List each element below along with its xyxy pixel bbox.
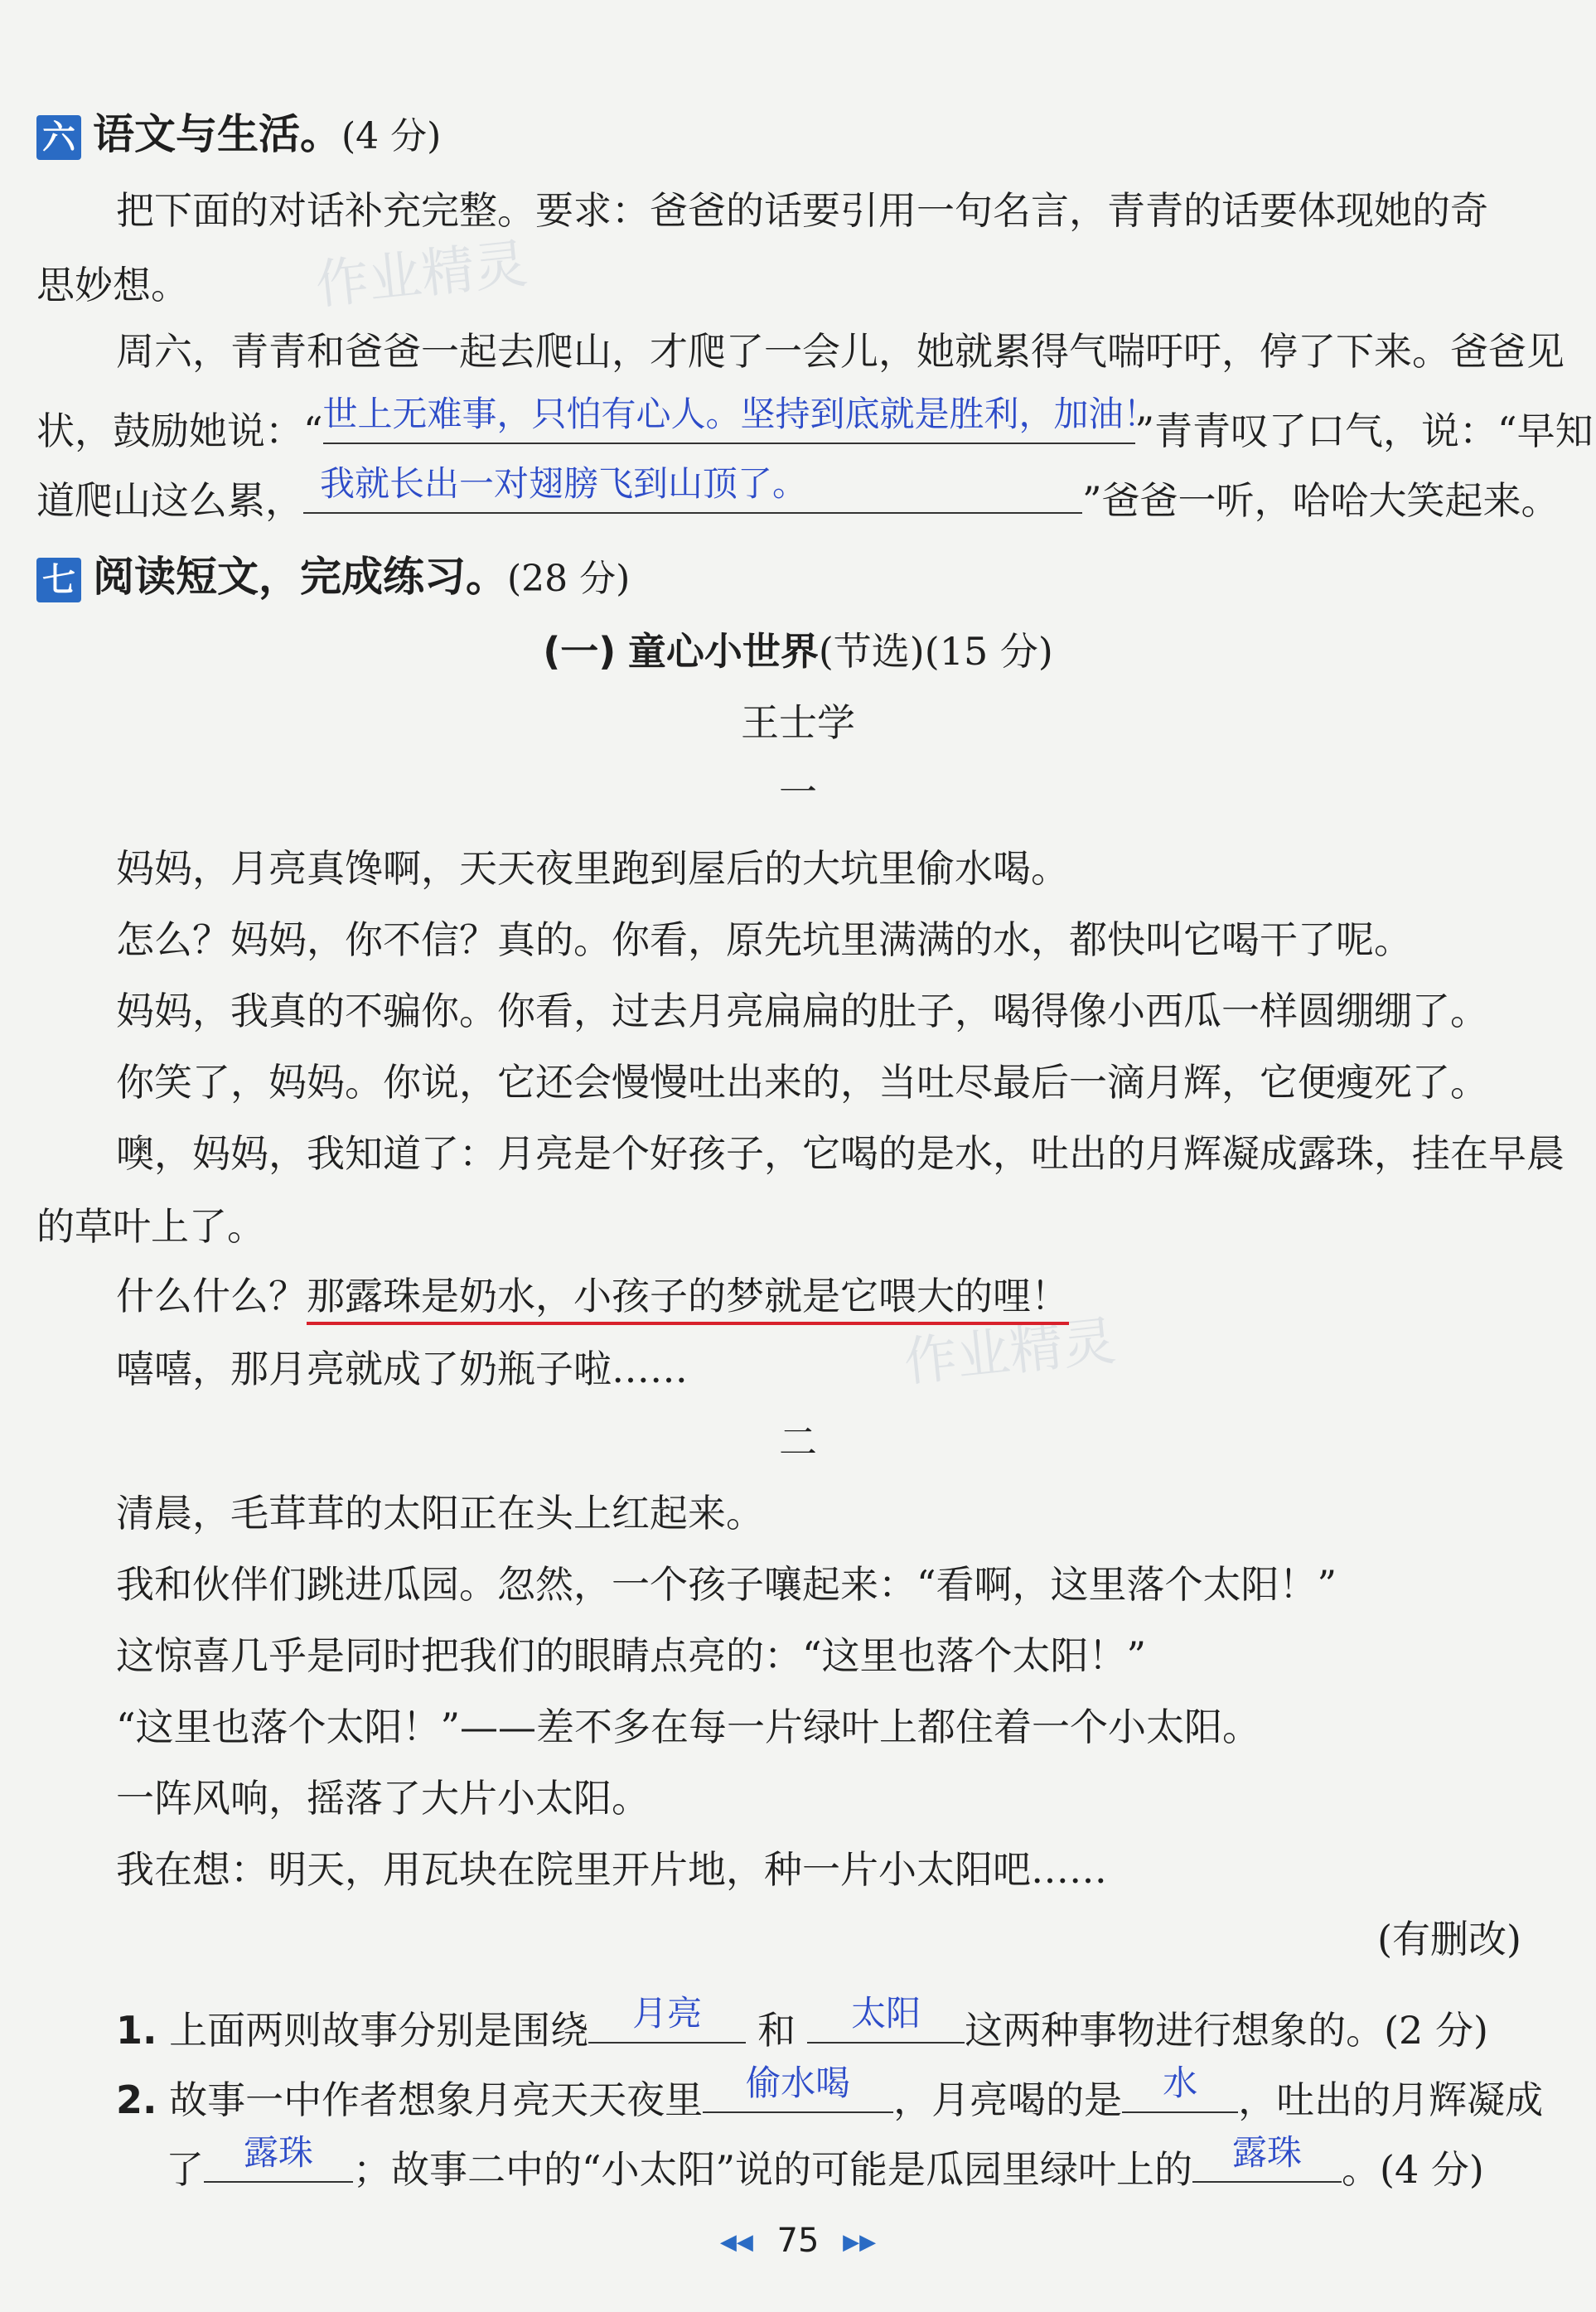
watermark: 作业精灵	[312, 233, 530, 317]
dialogue-line	[36, 396, 1594, 456]
question-text: 这两种事物进行想象的。(2 分)	[965, 2008, 1488, 2053]
paragraph: 一阵风响，摇落了大片小太阳。	[116, 1776, 650, 1821]
handwritten-answer: 露珠	[1232, 2132, 1303, 2173]
paragraph: 嘻嘻，那月亮就成了奶瓶子啦……	[116, 1347, 688, 1391]
section-six-heading	[36, 109, 441, 162]
question-text: 了	[166, 2147, 204, 2192]
question-2-continued	[166, 2132, 1484, 2194]
page-number: 75	[776, 2222, 820, 2260]
question-text: ；故事二中的“小太阳”说的可能是瓜园里绿叶上的	[353, 2147, 1193, 2192]
question-number: 1.	[116, 2008, 157, 2053]
page-footer	[0, 2218, 1596, 2266]
passage-title	[0, 626, 1596, 676]
paragraph: 妈妈，月亮真馋啊，天天夜里跑到屋后的大坑里偷水喝。	[116, 846, 1069, 891]
handwritten-answer: 露珠	[243, 2132, 313, 2173]
red-underlined-sentence: 那露珠是奶水，小孩子的梦就是它喂大的哩！	[307, 1274, 1069, 1325]
handwritten-answer: 世上无难事，只怕有心人。坚持到底就是胜利，加油！	[322, 394, 1158, 434]
question-text: ，吐出的月辉凝成	[1238, 2077, 1544, 2122]
dialogue-line: 周六，青青和爸爸一起去爬山，才爬了一会儿，她就累得气喘吁吁，停了下来。爸爸见	[116, 329, 1565, 374]
part-two-label: 二	[779, 1420, 817, 1464]
handwritten-answer: 月亮	[632, 1993, 703, 2034]
handwritten-answer: 我就长出一对翅膀飞到山顶了。	[320, 463, 808, 504]
paragraph-text: 什么什么？	[116, 1274, 307, 1318]
watermark: 作业精灵	[901, 1310, 1119, 1395]
paragraph: 噢，妈妈，我知道了：月亮是个好孩子，它喝的是水，吐出的月辉凝成露珠，挂在早晨	[116, 1131, 1565, 1176]
dialogue-line	[36, 463, 1560, 525]
section-seven-heading	[36, 552, 630, 604]
paragraph: 你笑了，妈妈。你说，它还会慢慢吐出来的，当吐尽最后一滴月辉，它便瘦死了。	[116, 1060, 1488, 1105]
answer-blank[interactable]	[1122, 2065, 1238, 2113]
question-text: 故事一中作者想象月亮天天夜里	[169, 2077, 704, 2122]
answer-blank-qingqing[interactable]	[303, 463, 1082, 514]
instruction-line: 思妙想。	[36, 263, 189, 307]
answer-blank-dad[interactable]	[322, 394, 1158, 444]
dialogue-text: ”青青叹了口气，说：“早知	[1134, 409, 1594, 453]
answer-blank[interactable]	[204, 2132, 353, 2183]
dialogue-text: ”爸爸一听，哈哈大笑起来。	[1082, 478, 1560, 523]
paragraph: 这惊喜几乎是同时把我们的眼睛点亮的：“这里也落个太阳！”	[116, 1633, 1147, 1678]
section-title: 语文与生活。	[93, 110, 341, 158]
passage-author: 王士学	[741, 700, 855, 745]
dialogue-text: 状，鼓励她说：“	[36, 409, 323, 453]
part-one-label: 一	[779, 770, 817, 815]
paragraph: 的草叶上了。	[36, 1204, 265, 1249]
question-2	[116, 2065, 1543, 2125]
paragraph	[116, 1271, 1069, 1321]
paragraph: 妈妈，我真的不骗你。你看，过去月亮扁扁的肚子，喝得像小西瓜一样圆绷绷了。	[116, 989, 1488, 1033]
passage-number: (一)	[543, 629, 617, 674]
section-number-badge: 七	[36, 558, 81, 602]
paragraph: “这里也落个太阳！”——差不多在每一片绿叶上都住着一个小太阳。	[116, 1705, 1261, 1749]
answer-blank[interactable]	[1192, 2132, 1342, 2183]
question-text: 和	[757, 2008, 796, 2053]
answer-blank[interactable]	[807, 1995, 965, 2044]
section-title: 阅读短文，完成练习。	[93, 553, 507, 601]
paragraph: 我和伙伴们跳进瓜园。忽然，一个孩子嚷起来：“看啊，这里落个太阳！”	[116, 1562, 1337, 1607]
section-number-badge: 六	[36, 115, 81, 160]
paragraph: 我在想：明天，用瓦块在院里开片地，种一片小太阳吧……	[116, 1847, 1107, 1892]
section-points: (28 分)	[507, 558, 631, 600]
answer-blank[interactable]	[703, 2065, 893, 2113]
passage-note: (节选)(15 分)	[818, 629, 1053, 674]
question-1	[116, 1995, 1488, 2055]
paragraph: 怎么？妈妈，你不信？真的。你看，原先坑里满满的水，都快叫它喝干了呢。	[116, 917, 1412, 962]
handwritten-answer: 水	[1163, 2063, 1198, 2103]
question-text: 上面两则故事分别是围绕	[169, 2008, 589, 2053]
answer-blank[interactable]	[588, 1995, 746, 2044]
source-note: (有删改)	[1377, 1917, 1521, 1961]
prev-page-icon[interactable]: ◀◀	[719, 2230, 753, 2255]
handwritten-answer: 太阳	[851, 1993, 921, 2034]
dialogue-text: 道爬山这么累，	[36, 478, 303, 523]
question-number: 2.	[116, 2077, 157, 2122]
question-text: ，月亮喝的是	[893, 2077, 1123, 2122]
section-points: (4 分)	[341, 115, 442, 157]
question-text: 。(4 分)	[1342, 2147, 1484, 2192]
passage-name: 童心小世界	[627, 629, 819, 674]
handwritten-answer: 偷水喝	[746, 2063, 851, 2103]
paragraph: 清晨，毛茸茸的太阳正在头上红起来。	[116, 1491, 764, 1536]
next-page-icon[interactable]: ▶▶	[843, 2230, 877, 2255]
instruction-line: 把下面的对话补充完整。要求：爸爸的话要引用一句名言，青青的话要体现她的奇	[116, 188, 1488, 233]
